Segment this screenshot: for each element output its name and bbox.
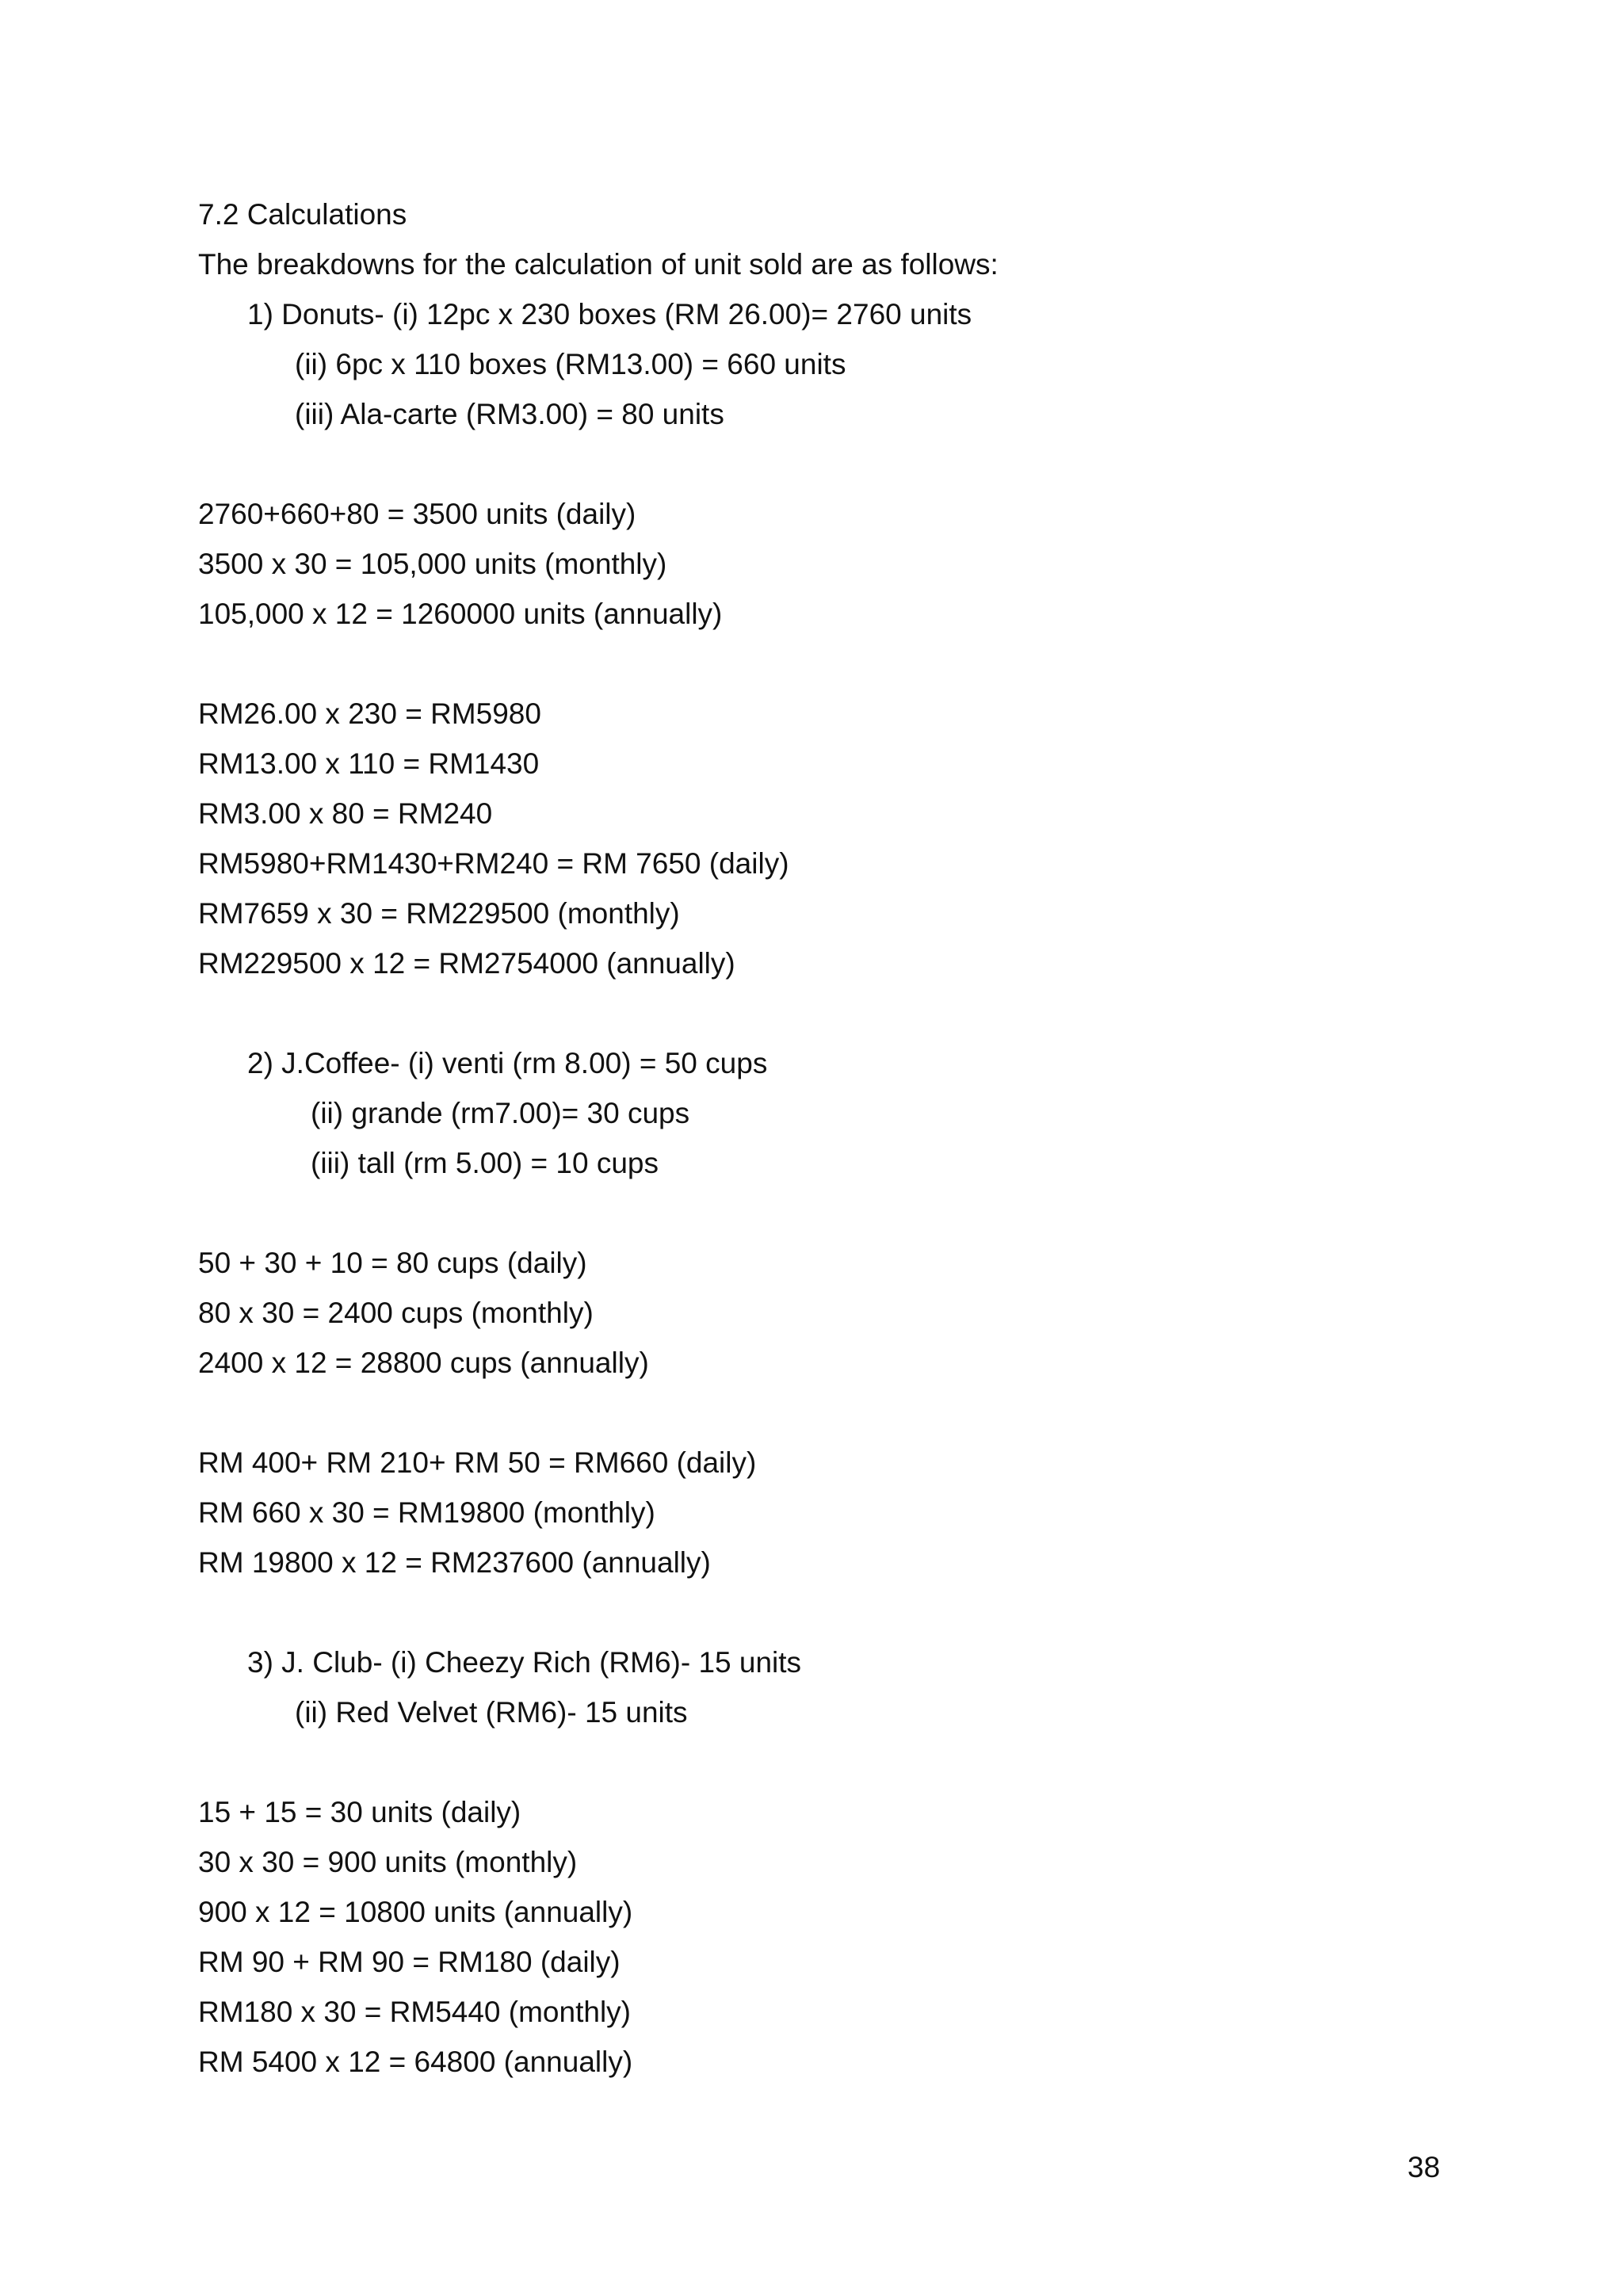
coffee-revenue-monthly: RM 660 x 30 = RM19800 (monthly) — [198, 1496, 655, 1529]
coffee-units-monthly: 80 x 30 = 2400 cups (monthly) — [198, 1297, 594, 1329]
club-revenue-annually: RM 5400 x 12 = 64800 (annually) — [198, 2046, 633, 2078]
donuts-revenue-line: RM3.00 x 80 = RM240 — [198, 797, 493, 830]
coffee-revenue-daily: RM 400+ RM 210+ RM 50 = RM660 (daily) — [198, 1446, 757, 1479]
coffee-units-daily: 50 + 30 + 10 = 80 cups (daily) — [198, 1247, 587, 1279]
coffee-units-annually: 2400 x 12 = 28800 cups (annually) — [198, 1347, 649, 1379]
club-revenue-monthly: RM180 x 30 = RM5440 (monthly) — [198, 1996, 631, 2028]
intro-text: The breakdowns for the calculation of unit sold are as follows: — [198, 248, 999, 281]
donuts-sub-iii: (iii) Ala-carte (RM3.00) = 80 units — [295, 398, 724, 430]
donuts-revenue-line: RM13.00 x 110 = RM1430 — [198, 747, 540, 780]
donuts-item: 1) Donuts- (i) 12pc x 230 boxes (RM 26.00)= 2760 units — [247, 298, 972, 330]
club-units-monthly: 30 x 30 = 900 units (monthly) — [198, 1846, 578, 1878]
donuts-revenue-annually: RM229500 x 12 = RM2754000 (annually) — [198, 947, 735, 980]
donuts-sub-ii: (ii) 6pc x 110 boxes (RM13.00) = 660 units — [295, 348, 846, 380]
club-sub-ii: (ii) Red Velvet (RM6)- 15 units — [295, 1696, 688, 1729]
club-revenue-daily: RM 90 + RM 90 = RM180 (daily) — [198, 1946, 621, 1978]
donuts-units-monthly: 3500 x 30 = 105,000 units (monthly) — [198, 548, 667, 580]
donuts-revenue-monthly: RM7659 x 30 = RM229500 (monthly) — [198, 897, 680, 930]
coffee-sub-iii: (iii) tall (rm 5.00) = 10 cups — [311, 1147, 659, 1179]
coffee-item: 2) J.Coffee- (i) venti (rm 8.00) = 50 cups — [247, 1047, 768, 1079]
donuts-units-daily: 2760+660+80 = 3500 units (daily) — [198, 498, 636, 530]
club-units-annually: 900 x 12 = 10800 units (annually) — [198, 1896, 633, 1928]
page-number: 38 — [1407, 2151, 1441, 2183]
section-heading: 7.2 Calculations — [198, 198, 407, 231]
coffee-sub-ii: (ii) grande (rm7.00)= 30 cups — [311, 1097, 690, 1129]
coffee-revenue-annually: RM 19800 x 12 = RM237600 (annually) — [198, 1546, 711, 1579]
club-units-daily: 15 + 15 = 30 units (daily) — [198, 1796, 521, 1828]
club-item: 3) J. Club- (i) Cheezy Rich (RM6)- 15 units — [247, 1646, 802, 1679]
donuts-revenue-daily: RM5980+RM1430+RM240 = RM 7650 (daily) — [198, 847, 789, 880]
donuts-revenue-line: RM26.00 x 230 = RM5980 — [198, 697, 541, 730]
donuts-units-annually: 105,000 x 12 = 1260000 units (annually) — [198, 598, 723, 630]
